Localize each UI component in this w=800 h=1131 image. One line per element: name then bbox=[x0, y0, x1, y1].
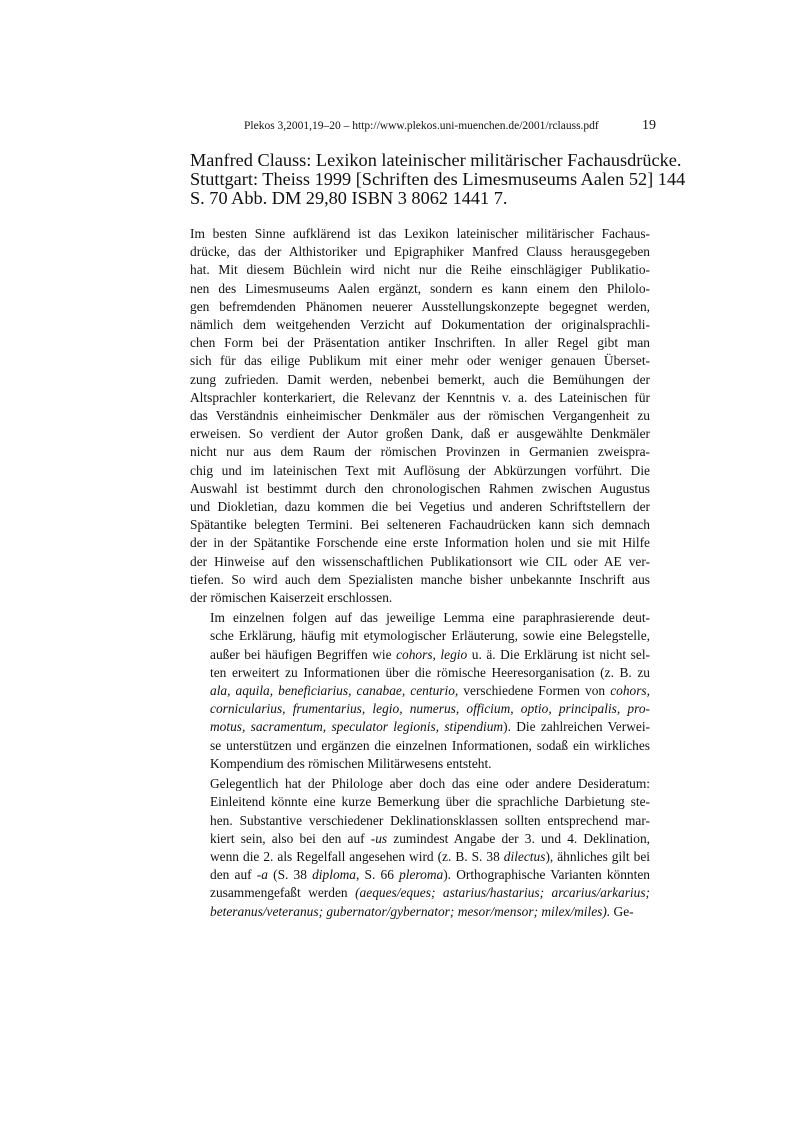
text-line: beteranus/veteranus; gubernator/gybernator; mesor/mensor; milex/miles). Ge- bbox=[210, 903, 634, 919]
text-line: gen befremdenden Phänomen neuerer Ausstellungskonzepte begegnet werden, bbox=[190, 298, 650, 314]
text-line: der in der Spätantike Forschende eine erste Information holen und sie mit Hilfe bbox=[190, 535, 650, 551]
text-line: hen. Substantive verschiedener Deklinationsklassen sollten entsprechend mar- bbox=[210, 812, 650, 828]
journal-citation: Plekos 3,2001,19–20 – http://www.plekos.uni-muenchen.de/2001/rclauss.pdf bbox=[244, 120, 599, 132]
body-paragraph bbox=[190, 775, 650, 921]
text-line: außer bei häufigen Begriffen wie cohors, legio u. ä. Die Erklärung ist nicht sel- bbox=[210, 646, 650, 662]
text-line: chen Form bei der Präsentation antiker Inschriften. In aller Regel gibt man bbox=[190, 335, 650, 351]
text-line: Altsprachler konterkariert, die Relevanz der Kenntnis v. a. des Lateinischen für bbox=[190, 389, 650, 405]
text-line: erweisen. So verdient der Autor großen Dank, daß er ausgewählte Denkmäler bbox=[190, 426, 650, 442]
text-line: sche Erklärung, häufig mit etymologischer Erläuterung, sowie eine Belegstelle, bbox=[210, 628, 650, 644]
text-line: Im besten Sinne aufklärend ist das Lexikon lateinischer militärischer Fachaus- bbox=[190, 226, 650, 241]
text-line: cornicularius, frumentarius, legio, numerus, officium, optio, principalis, pro- bbox=[210, 701, 650, 717]
body-paragraph bbox=[190, 225, 650, 607]
review-title bbox=[190, 150, 686, 208]
text-line: Im einzelnen folgen auf das jeweilige Lemma eine paraphrasierende deut- bbox=[210, 610, 650, 626]
text-line: nen des Limesmuseums Aalen ergänzt, sondern es kann einem den Philolo- bbox=[190, 280, 650, 296]
text-line: kiert sein, also bei den auf -us zumindest Angabe der 3. und 4. Deklination, bbox=[210, 830, 650, 846]
text-line: Gelegentlich hat der Philologe aber doch das eine oder andere Desideratum: bbox=[210, 776, 650, 792]
text-line: Spätantike belegten Termini. Bei selteneren Fachaudrücken kann sich demnach bbox=[190, 517, 650, 533]
review-body bbox=[190, 225, 650, 923]
text-line: se unterstützen und ergänzen die einzelnen Informationen, sodaß ein wirkliches bbox=[210, 737, 650, 753]
text-line: hat. Mit diesem Büchlein wird nicht nur die Reihe einschlägiger Publikatio- bbox=[190, 262, 650, 278]
text-line: Kompendium des römischen Militärwesens entsteht. bbox=[210, 755, 492, 771]
text-line: ten erweitert zu Informationen über die römische Heeresorganisation (z. B. zu bbox=[210, 664, 650, 680]
text-line: sich für das eilige Publikum mit einer mehr oder weniger genauen Überset- bbox=[190, 353, 650, 369]
body-paragraph bbox=[190, 609, 650, 773]
text-line: chig und im lateinischen Text mit Auflösung der Abkürzungen vorführt. Die bbox=[190, 462, 650, 478]
text-line: ala, aquila, beneficiarius, canabae, centurio, verschiedene Formen von cohors, bbox=[210, 683, 650, 699]
title-line: S. 70 Abb. DM 29,80 ISBN 3 8062 1441 7. bbox=[190, 188, 508, 208]
text-line: Einleitend könnte eine kurze Bemerkung über die sprachliche Darbietung ste- bbox=[210, 794, 650, 810]
title-line: Stuttgart: Theiss 1999 [Schriften des Limesmuseums Aalen 52] 144 bbox=[190, 169, 686, 189]
text-line: der Hinweise auf den wissenschaftlichen Publikationsort wie CIL oder AE ver- bbox=[190, 553, 650, 569]
text-line: zusammengefaßt werden (aeques/eques; astarius/hastarius; arcarius/arkarius; bbox=[210, 885, 651, 901]
text-line: den auf -a (S. 38 diploma, S. 66 pleroma). Orthographische Varianten könnten bbox=[210, 867, 650, 883]
text-line: der römischen Kaiserzeit erschlossen. bbox=[190, 590, 393, 606]
text-line: nämlich dem weitgehenden Verzicht auf Dokumentation der originalsprachli- bbox=[190, 317, 650, 333]
text-line: drücke, das der Althistoriker und Epigraphiker Manfred Clauss herausgegeben bbox=[190, 244, 650, 260]
text-line: motus, sacramentum, speculator legionis, stipendium). Die zahlreichen Verwei- bbox=[210, 719, 651, 735]
text-line: und Diokletian, dazu kommen die bei Vegetius und anderen Schriftstellern der bbox=[190, 499, 650, 515]
text-line: das Verständnis einheimischer Denkmäler aus der römischen Vergangenheit zu bbox=[190, 408, 650, 424]
text-line: wenn die 2. als Regelfall angesehen wird (z. B. S. 38 dilectus), ähnliches gilt bei bbox=[210, 848, 650, 864]
text-line: Auswahl ist bestimmt durch den chronologischen Rahmen zwischen Augustus bbox=[190, 480, 650, 496]
page-number: 19 bbox=[642, 118, 656, 133]
text-line: tiefen. So wird auch dem Spezialisten manche bisher unbekannte Inschrift aus bbox=[190, 571, 650, 587]
text-line: nicht nur aus dem Raum der römischen Provinzen in Germanien zweispra- bbox=[190, 444, 650, 460]
title-line: Manfred Clauss: Lexikon lateinischer militärischer Fachausdrücke. bbox=[190, 150, 682, 170]
text-line: zung zufrieden. Damit werden, nebenbei bemerkt, auch die Bemühungen der bbox=[190, 371, 650, 387]
